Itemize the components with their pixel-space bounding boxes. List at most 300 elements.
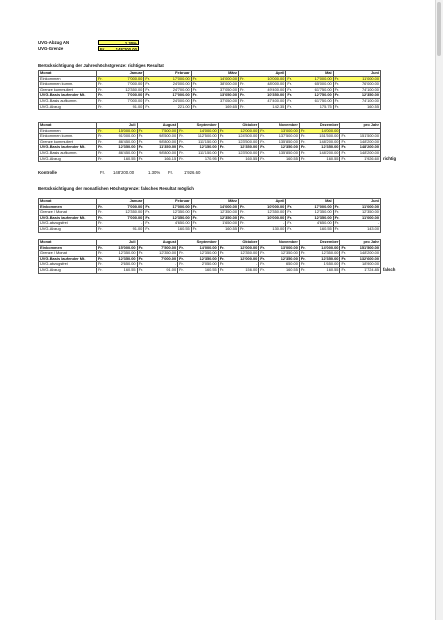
value-cell[interactable]: 12'350.00	[308, 145, 340, 151]
value-cell[interactable]: 137'500.00	[268, 134, 300, 140]
currency-cell[interactable]: Fr.	[144, 215, 153, 221]
value-cell[interactable]: 12'350.00	[342, 93, 380, 99]
currency-cell[interactable]: Fr.	[144, 104, 153, 110]
currency-cell[interactable]: Fr.	[239, 93, 248, 99]
currency-cell[interactable]: Fr.	[144, 226, 153, 232]
value-cell[interactable]: 24'000.00	[153, 82, 191, 88]
currency-cell[interactable]: Fr.	[239, 204, 248, 210]
value-cell[interactable]: 160.55	[227, 156, 259, 162]
value-cell[interactable]: 61'750.00	[295, 98, 333, 104]
value-cell[interactable]: 12'150.00	[187, 145, 219, 151]
value-cell[interactable]: 13'050.00	[200, 93, 238, 99]
currency-cell[interactable]: Fr.	[97, 226, 106, 232]
currency-cell[interactable]: Fr.	[239, 82, 248, 88]
value-cell[interactable]: 10'000.00	[248, 204, 286, 210]
value-cell[interactable]: 111'150.00	[187, 139, 219, 145]
currency-cell[interactable]: Fr.	[299, 251, 308, 257]
currency-cell[interactable]: Fr.	[178, 262, 187, 268]
value-cell[interactable]: 1'724.85	[349, 267, 381, 273]
value-cell[interactable]: 123'500.00	[227, 150, 259, 156]
currency-cell[interactable]: Fr.	[286, 226, 295, 232]
currency-cell[interactable]: Fr.	[144, 93, 153, 99]
currency-cell[interactable]: Fr.	[259, 251, 268, 257]
row-label[interactable]: UVG-Abzug	[39, 267, 97, 273]
row-label[interactable]: Grenze kummuliert	[39, 87, 97, 93]
currency-cell[interactable]: Fr.	[178, 156, 187, 162]
value-cell[interactable]: 12'350.00	[153, 210, 191, 216]
currency-cell[interactable]: Fr.	[144, 87, 153, 93]
currency-cell[interactable]: Fr.	[299, 262, 308, 268]
value-cell[interactable]: 86'450.00	[106, 139, 138, 145]
value-cell[interactable]: 12'350.00	[146, 251, 178, 257]
currency-cell[interactable]: Fr.	[333, 204, 342, 210]
currency-cell[interactable]: Fr.	[137, 251, 146, 257]
currency-cell[interactable]: Fr.	[218, 139, 227, 145]
value-cell[interactable]: 74'100.00	[342, 98, 380, 104]
value-cell[interactable]: 17'000.00	[153, 204, 191, 210]
currency-cell[interactable]: Fr.	[97, 221, 106, 227]
currency-cell[interactable]: Fr.	[259, 128, 268, 134]
value-cell[interactable]: 12'350.00	[268, 251, 300, 257]
currency-cell[interactable]: Fr.	[178, 267, 187, 273]
row-label[interactable]: Grenze / Monat	[39, 210, 97, 216]
row-label[interactable]: Einkommen	[39, 76, 97, 82]
currency-cell[interactable]: Fr.	[191, 204, 200, 210]
currency-cell[interactable]: Fr.	[191, 104, 200, 110]
value-cell[interactable]: 160.55	[187, 267, 219, 273]
currency-cell[interactable]: Fr.	[191, 215, 200, 221]
currency-cell[interactable]: Fr.	[191, 76, 200, 82]
currency-cell[interactable]: Fr.	[286, 98, 295, 104]
currency-cell[interactable]: Fr.	[239, 104, 248, 110]
currency-cell[interactable]: Fr.	[178, 145, 187, 151]
value-cell[interactable]: 91.00	[106, 104, 144, 110]
currency-cell[interactable]: Fr.	[239, 215, 248, 221]
currency-cell[interactable]: Fr.	[333, 93, 342, 99]
currency-cell[interactable]: Fr.	[299, 128, 308, 134]
value-cell[interactable]: 17'000.00	[295, 76, 333, 82]
value-cell[interactable]: 12'350.00	[187, 251, 219, 257]
value-cell[interactable]: 12'350.00	[295, 215, 333, 221]
value-cell[interactable]: 160.55	[295, 226, 333, 232]
currency-cell[interactable]: Fr.	[340, 262, 349, 268]
value-cell[interactable]: 160.55	[106, 267, 138, 273]
value-cell[interactable]: 12'750.00	[295, 93, 333, 99]
currency-cell[interactable]: Fr.	[259, 134, 268, 140]
currency-cell[interactable]: Fr.	[191, 221, 200, 227]
currency-cell[interactable]: Fr.	[286, 204, 295, 210]
value-cell[interactable]: 76'000.00	[342, 82, 380, 88]
value-cell[interactable]: 12'000.00	[227, 256, 259, 262]
value-cell[interactable]: 98'800.00	[146, 139, 178, 145]
currency-cell[interactable]: Fr.	[97, 245, 106, 251]
currency-cell[interactable]: Fr.	[340, 245, 349, 251]
value-cell[interactable]: 11'000.00	[342, 76, 380, 82]
currency-cell[interactable]: Fr.	[239, 87, 248, 93]
value-cell[interactable]: 86'450.00	[106, 150, 138, 156]
row-label[interactable]: UVG-Basis aufkumm.	[39, 150, 97, 156]
value-cell[interactable]: 74'100.00	[342, 87, 380, 93]
currency-cell[interactable]: Fr.	[239, 98, 248, 104]
value-cell[interactable]: 160.55	[308, 156, 340, 162]
currency-cell[interactable]: Fr.	[340, 134, 349, 140]
value-cell[interactable]: 91'000.00	[106, 134, 138, 140]
row-label[interactable]: UVG-Abzug	[39, 226, 97, 232]
value-cell[interactable]: 12'350.00	[308, 251, 340, 257]
currency-cell[interactable]: Fr.	[178, 134, 187, 140]
row-label[interactable]: UVG-Basis laufender Mt.	[39, 145, 97, 151]
currency-cell[interactable]: Fr.	[259, 245, 268, 251]
currency-cell[interactable]: Fr.	[299, 156, 308, 162]
currency-cell[interactable]: Fr.	[178, 245, 187, 251]
currency-cell[interactable]: Fr.	[97, 87, 106, 93]
currency-cell[interactable]: Fr.	[218, 256, 227, 262]
value-cell[interactable]: 11'350.00	[146, 145, 178, 151]
value-cell[interactable]: 1'650.00	[308, 262, 340, 268]
value-cell[interactable]: 132'600.00	[349, 256, 381, 262]
currency-cell[interactable]: Fr.	[144, 221, 153, 227]
currency-cell[interactable]: Fr.	[218, 262, 227, 268]
currency-cell[interactable]: Fr.	[333, 82, 342, 88]
value-cell[interactable]: 18'900.00	[349, 262, 381, 268]
currency-cell[interactable]: Fr.	[97, 145, 106, 151]
value-cell[interactable]: 135'850.00	[268, 150, 300, 156]
value-cell[interactable]: 12'350.00	[106, 251, 138, 257]
value-cell[interactable]: 12'350.00	[268, 256, 300, 262]
value-cell[interactable]: 12'000.00	[227, 245, 259, 251]
currency-cell[interactable]: Fr.	[178, 128, 187, 134]
value-cell[interactable]: 160.55	[106, 156, 138, 162]
currency-cell[interactable]: Fr.	[178, 139, 187, 145]
row-label[interactable]: UVG-Basis laufender Mt.	[39, 215, 97, 221]
value-cell[interactable]: 169.65	[200, 104, 238, 110]
currency-cell[interactable]: Fr.	[97, 134, 106, 140]
currency-cell[interactable]: Fr.	[299, 256, 308, 262]
currency-cell[interactable]: Fr.	[340, 150, 349, 156]
row-label[interactable]: Einkommen	[39, 204, 97, 210]
currency-cell[interactable]: Fr.	[137, 245, 146, 251]
currency-cell[interactable]: Fr.	[178, 150, 187, 156]
currency-cell[interactable]: Fr.	[191, 226, 200, 232]
currency-cell[interactable]: Fr.	[286, 93, 295, 99]
currency-cell[interactable]: Fr.	[144, 210, 153, 216]
currency-cell[interactable]: Fr.	[239, 221, 248, 227]
value-cell[interactable]: 7'000.00	[106, 204, 144, 210]
currency-cell[interactable]: Fr.	[218, 156, 227, 162]
value-cell[interactable]: 11'000.00	[342, 215, 380, 221]
value-cell[interactable]: 160.55	[268, 156, 300, 162]
value-cell[interactable]: 10'000.00	[248, 76, 286, 82]
row-label[interactable]: Einkommen	[39, 245, 97, 251]
uvg-abzug-value-cell[interactable]	[98, 40, 139, 45]
currency-cell[interactable]: Fr.	[286, 87, 295, 93]
value-cell[interactable]: 151'500.00	[308, 134, 340, 140]
currency-cell[interactable]: Fr.	[97, 267, 106, 273]
value-cell[interactable]: 13'000.00	[268, 245, 300, 251]
currency-cell[interactable]: Fr.	[97, 104, 106, 110]
currency-cell[interactable]: Fr.	[97, 215, 106, 221]
currency-cell[interactable]: Fr.	[259, 139, 268, 145]
value-cell[interactable]: 24'700.00	[153, 87, 191, 93]
value-cell[interactable]: 151'500.00	[349, 134, 381, 140]
currency-cell[interactable]: Fr.	[239, 210, 248, 216]
value-cell[interactable]: 91.00	[146, 267, 178, 273]
value-cell[interactable]: -	[248, 221, 286, 227]
row-label[interactable]: UVG-Basis laufender Mt.	[39, 256, 97, 262]
row-label[interactable]: UVG-Basis aufkumm.	[39, 98, 97, 104]
currency-cell[interactable]: Fr.	[137, 256, 146, 262]
value-cell[interactable]: 148'200.00	[308, 139, 340, 145]
value-cell[interactable]: 148'200.00	[308, 150, 340, 156]
value-cell[interactable]: 170.95	[187, 156, 219, 162]
currency-cell[interactable]: Fr.	[218, 145, 227, 151]
currency-cell[interactable]: Fr.	[340, 156, 349, 162]
value-cell[interactable]: 49'400.00	[248, 87, 286, 93]
currency-cell[interactable]: Fr.	[218, 128, 227, 134]
currency-cell[interactable]: Fr.	[97, 93, 106, 99]
value-cell[interactable]: 160.55	[342, 104, 380, 110]
currency-cell[interactable]: Fr.	[97, 256, 106, 262]
value-cell[interactable]: 160.55	[200, 226, 238, 232]
uvg-grenze-value-cell[interactable]	[98, 46, 139, 51]
value-cell[interactable]: 37'050.00	[200, 87, 238, 93]
currency-cell[interactable]: Fr.	[144, 76, 153, 82]
currency-cell[interactable]: Fr.	[259, 156, 268, 162]
currency-cell[interactable]: Fr.	[340, 139, 349, 145]
currency-cell[interactable]: Fr.	[191, 87, 200, 93]
value-cell[interactable]: 1'650.00	[200, 221, 238, 227]
value-cell[interactable]: 12'350.00	[153, 215, 191, 221]
currency-cell[interactable]: Fr.	[137, 139, 146, 145]
value-cell[interactable]: 91.00	[106, 226, 144, 232]
value-cell[interactable]: 15'000.00	[106, 245, 138, 251]
value-cell[interactable]: 12'350.00	[187, 256, 219, 262]
scrollbar-thumb[interactable]	[437, 2, 441, 56]
currency-cell[interactable]: Fr.	[333, 215, 342, 221]
value-cell[interactable]: 12'350.00	[200, 210, 238, 216]
currency-cell[interactable]: Fr.	[218, 245, 227, 251]
currency-cell[interactable]: Fr.	[286, 215, 295, 221]
currency-cell[interactable]: Fr.	[218, 134, 227, 140]
value-cell[interactable]: 7'000.00	[106, 76, 144, 82]
currency-cell[interactable]: Fr.	[144, 204, 153, 210]
value-cell[interactable]: 148'200.00	[349, 139, 381, 145]
value-cell[interactable]: -	[146, 262, 178, 268]
value-cell[interactable]: 12'350.00	[200, 215, 238, 221]
value-cell[interactable]: 7'000.00	[106, 215, 144, 221]
value-cell[interactable]: 17'000.00	[153, 93, 191, 99]
value-cell[interactable]: 14'000.00	[200, 204, 238, 210]
value-cell[interactable]: 12'000.00	[227, 128, 259, 134]
value-cell[interactable]: 143.00	[342, 226, 380, 232]
currency-cell[interactable]: Fr.	[97, 76, 106, 82]
currency-cell[interactable]: Fr.	[286, 221, 295, 227]
currency-cell[interactable]: Fr.	[333, 87, 342, 93]
currency-cell[interactable]: Fr.	[259, 267, 268, 273]
row-label[interactable]: Grenze kummuliert	[39, 139, 97, 145]
currency-cell[interactable]: Fr.	[97, 156, 106, 162]
value-cell[interactable]: 1'926.60	[349, 156, 381, 162]
value-cell[interactable]: 12'350.00	[106, 87, 144, 93]
currency-cell[interactable]: Fr.	[333, 98, 342, 104]
currency-cell[interactable]: Fr.	[191, 210, 200, 216]
value-cell[interactable]: 12'350.00	[295, 210, 333, 216]
currency-cell[interactable]: Fr.	[286, 104, 295, 110]
value-cell[interactable]: 148'200.00	[349, 150, 381, 156]
currency-cell[interactable]: Fr.	[299, 134, 308, 140]
currency-cell[interactable]: Fr.	[340, 251, 349, 257]
value-cell[interactable]: 12'350.00	[342, 210, 380, 216]
currency-cell[interactable]: Fr.	[299, 150, 308, 156]
currency-cell[interactable]: Fr.	[286, 76, 295, 82]
value-cell[interactable]: 130.00	[248, 226, 286, 232]
value-cell[interactable]: 61'750.00	[295, 87, 333, 93]
currency-cell[interactable]: Fr.	[218, 267, 227, 273]
value-cell[interactable]: 37'050.00	[200, 98, 238, 104]
currency-cell[interactable]: Fr.	[333, 76, 342, 82]
currency-cell[interactable]: Fr.	[299, 139, 308, 145]
currency-cell[interactable]: Fr.	[97, 128, 106, 134]
value-cell[interactable]: 12'350.00	[106, 145, 138, 151]
currency-cell[interactable]: Fr.	[299, 245, 308, 251]
currency-cell[interactable]: Fr.	[333, 210, 342, 216]
row-label[interactable]: Einkommen	[39, 128, 97, 134]
currency-cell[interactable]: Fr.	[191, 93, 200, 99]
value-cell[interactable]: 156.00	[227, 267, 259, 273]
currency-cell[interactable]: Fr.	[239, 76, 248, 82]
value-cell[interactable]: 7'000.00	[106, 93, 144, 99]
currency-cell[interactable]: Fr.	[97, 251, 106, 257]
row-label[interactable]: UVG-abzugsfrei	[39, 262, 97, 268]
value-cell[interactable]: 175.75	[295, 104, 333, 110]
value-cell[interactable]: 2'050.00	[187, 262, 219, 268]
row-label[interactable]: Einkommen kumm.	[39, 82, 97, 88]
currency-cell[interactable]: Fr.	[97, 204, 106, 210]
currency-cell[interactable]: Fr.	[144, 98, 153, 104]
value-cell[interactable]: -	[342, 221, 380, 227]
currency-cell[interactable]: Fr.	[299, 145, 308, 151]
value-cell[interactable]: 4'650.00	[295, 221, 333, 227]
value-cell[interactable]: 7'500.00	[146, 128, 178, 134]
row-label[interactable]: UVG-Basis laufender Mt.	[39, 93, 97, 99]
value-cell[interactable]: 12'350.00	[268, 145, 300, 151]
currency-cell[interactable]: Fr.	[144, 82, 153, 88]
value-cell[interactable]: -	[227, 262, 259, 268]
currency-cell[interactable]: Fr.	[137, 150, 146, 156]
value-cell[interactable]: 14'000.00	[187, 245, 219, 251]
currency-cell[interactable]: Fr.	[340, 145, 349, 151]
currency-cell[interactable]: Fr.	[333, 226, 342, 232]
value-cell[interactable]: 98'500.00	[146, 134, 178, 140]
currency-cell[interactable]: Fr.	[340, 256, 349, 262]
currency-cell[interactable]: Fr.	[97, 262, 106, 268]
value-cell[interactable]: 7'000.00	[106, 82, 144, 88]
value-cell[interactable]: 14'000.00	[308, 128, 340, 134]
currency-cell[interactable]: Fr.	[178, 256, 187, 262]
value-cell[interactable]: 7'000.00	[146, 256, 178, 262]
currency-cell[interactable]: Fr.	[137, 262, 146, 268]
currency-cell[interactable]: Fr.	[137, 128, 146, 134]
value-cell[interactable]: 12'350.00	[227, 145, 259, 151]
currency-cell[interactable]: Fr.	[137, 156, 146, 162]
currency-cell[interactable]: Fr.	[299, 267, 308, 273]
currency-cell[interactable]: Fr.	[259, 262, 268, 268]
row-label[interactable]: Einkommen kumm.	[39, 134, 97, 140]
currency-cell[interactable]: Fr.	[137, 145, 146, 151]
currency-cell[interactable]: Fr.	[259, 256, 268, 262]
currency-cell[interactable]: Fr.	[239, 226, 248, 232]
currency-cell[interactable]: Fr.	[286, 82, 295, 88]
value-cell[interactable]: 166.15	[146, 156, 178, 162]
value-cell[interactable]: 124'500.00	[227, 134, 259, 140]
currency-cell[interactable]: Fr.	[191, 82, 200, 88]
currency-cell[interactable]: Fr.	[333, 104, 342, 110]
value-cell[interactable]: 148'200.00	[349, 145, 381, 151]
vertical-scrollbar[interactable]	[435, 0, 443, 620]
value-cell[interactable]: 14'000.00	[187, 128, 219, 134]
value-cell[interactable]: 11'000.00	[342, 204, 380, 210]
currency-cell[interactable]: Fr.	[97, 139, 106, 145]
value-cell[interactable]: 135'850.00	[268, 139, 300, 145]
value-cell[interactable]: 12'350.00	[248, 210, 286, 216]
value-cell[interactable]: 98'800.00	[146, 150, 178, 156]
currency-cell[interactable]: Fr.	[97, 150, 106, 156]
currency-cell[interactable]: Fr.	[340, 267, 349, 273]
value-cell[interactable]: 650.00	[268, 262, 300, 268]
value-cell[interactable]: 7'500.00	[146, 245, 178, 251]
value-cell[interactable]: 4'650.00	[153, 221, 191, 227]
currency-cell[interactable]: Fr.	[191, 98, 200, 104]
value-cell[interactable]: 160.55	[153, 226, 191, 232]
value-cell[interactable]: 112'500.00	[187, 134, 219, 140]
value-cell[interactable]: 38'000.00	[200, 82, 238, 88]
value-cell[interactable]: 2'650.00	[106, 262, 138, 268]
value-cell[interactable]: 14'000.00	[308, 245, 340, 251]
currency-cell[interactable]: Fr.	[333, 221, 342, 227]
value-cell[interactable]: 15'000.00	[106, 128, 138, 134]
value-cell[interactable]: 10'000.00	[248, 215, 286, 221]
value-cell[interactable]: 12'350.00	[227, 251, 259, 257]
value-cell[interactable]: 17'000.00	[295, 204, 333, 210]
value-cell[interactable]: 14'000.00	[200, 76, 238, 82]
value-cell[interactable]: 160.55	[308, 267, 340, 273]
row-label[interactable]: UVG-abzugsfrei	[39, 221, 97, 227]
value-cell[interactable]: 221.00	[153, 104, 191, 110]
currency-cell[interactable]: Fr.	[218, 251, 227, 257]
row-label[interactable]: UVG-Abzug	[39, 156, 97, 162]
value-cell[interactable]: 12'350.00	[106, 210, 144, 216]
value-cell[interactable]: 24'000.00	[153, 98, 191, 104]
currency-cell[interactable]: Fr.	[137, 267, 146, 273]
currency-cell[interactable]: Fr.	[259, 150, 268, 156]
currency-cell[interactable]: Fr.	[286, 210, 295, 216]
value-cell[interactable]: 12'350.00	[106, 256, 138, 262]
row-label[interactable]: Grenze / Monat	[39, 251, 97, 257]
value-cell[interactable]: 12'350.00	[308, 256, 340, 262]
value-cell[interactable]: -	[106, 221, 144, 227]
value-cell[interactable]: 142.35	[248, 104, 286, 110]
value-cell[interactable]: 65'000.00	[295, 82, 333, 88]
row-label[interactable]: UVG-Abzug	[39, 104, 97, 110]
value-cell[interactable]: 7'000.00	[106, 98, 144, 104]
value-cell[interactable]: 151'500.00	[349, 245, 381, 251]
currency-cell[interactable]: Fr.	[259, 145, 268, 151]
value-cell[interactable]: 10'350.00	[248, 93, 286, 99]
currency-cell[interactable]: Fr.	[97, 82, 106, 88]
currency-cell[interactable]: Fr.	[97, 210, 106, 216]
value-cell[interactable]: 48'000.00	[248, 82, 286, 88]
currency-cell[interactable]: Fr.	[218, 150, 227, 156]
